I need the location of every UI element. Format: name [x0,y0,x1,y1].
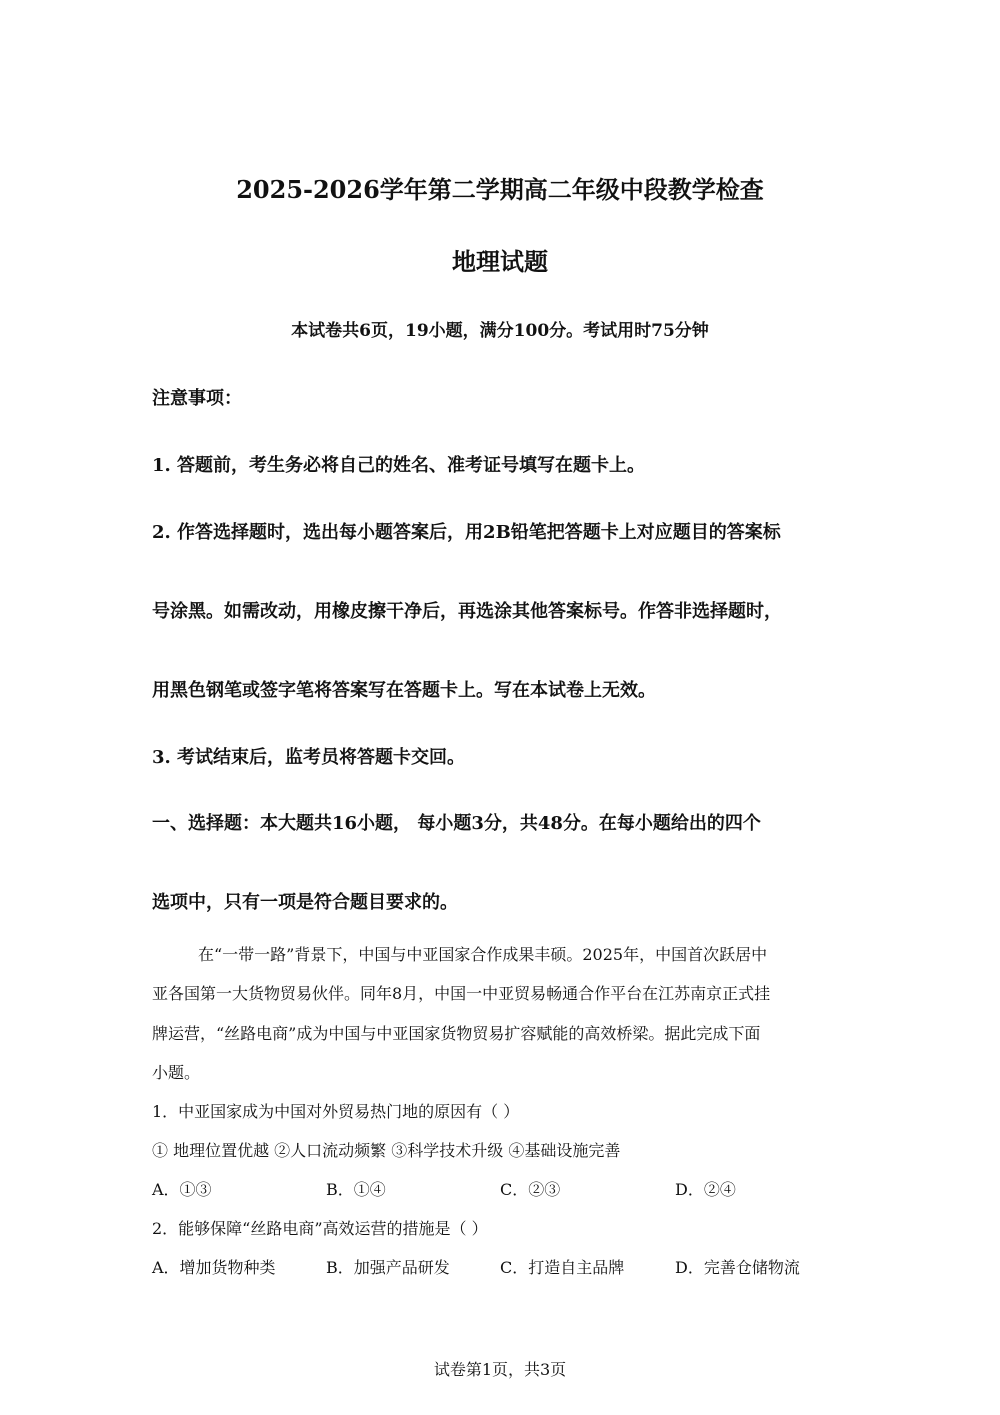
question-1-option-d: D．②④ [675,1180,736,1199]
notice-heading: 注意事项： [152,388,242,409]
question-2-option-d: D．完善仓储物流 [675,1258,800,1277]
section-1-heading-line-2: 选项中，只有一项是符合题目要求的。 [152,892,458,913]
notice-item-2-line-3: 用黑色钢笔或签字笔将答案写在答题卡上。写在本试卷上无效。 [152,680,656,701]
question-2-option-c: C．打造自主品牌 [500,1258,625,1277]
notice-item-2-line-1: 2. 作答选择题时，选出每小题答案后，用2B铅笔把答题卡上对应题目的答案标 [152,522,781,543]
question-1-option-b: B．①④ [326,1180,386,1199]
question-2-option-a: A．增加货物种类 [152,1258,276,1277]
passage-line-4: 小题。 [152,1063,201,1082]
question-1-option-a: A．①③ [152,1180,212,1199]
notice-item-1: 1. 答题前，考生务必将自己的姓名、准考证号填写在题卡上。 [152,455,646,476]
question-1-option-c: C．②③ [500,1180,561,1199]
exam-title: 2025-2026学年第二学期高二年级中段教学检查 [236,175,764,204]
passage-line-1: 在“一带一路”背景下，中国与中亚国家合作成果丰硕。2025年，中国首次跃居中 [198,945,768,964]
section-1-heading-line-1: 一、选择题：本大题共16小题， 每小题3分，共48分。在每小题给出的四个 [152,813,761,834]
question-1-items: ① 地理位置优越 ②人口流动频繁 ③科学技术升级 ④基础设施完善 [152,1141,621,1160]
question-1-stem: 1．中亚国家成为中国对外贸易热门地的原因有（ ） [152,1102,520,1121]
passage-line-2: 亚各国第一大货物贸易伙伴。同年8月，中国一中亚贸易畅通合作平台在江苏南京正式挂 [152,984,771,1003]
notice-item-2-line-2: 号涂黑。如需改动，用橡皮擦干净后，再选涂其他答案标号。作答非选择题时， [152,601,782,622]
exam-info: 本试卷共6页，19小题，满分100分。考试用时75分钟 [291,321,709,341]
page-footer: 试卷第1页，共3页 [433,1360,567,1379]
passage-line-3: 牌运营，“丝路电商”成为中国与中亚国家货物贸易扩容赋能的高效桥梁。据此完成下面 [152,1024,761,1043]
question-2-stem: 2．能够保障“丝路电商”高效运营的措施是（ ） [152,1219,488,1238]
notice-item-3: 3. 考试结束后，监考员将答题卡交回。 [152,747,466,768]
question-2-option-b: B．加强产品研发 [326,1258,450,1277]
subject-title: 地理试题 [452,247,548,276]
